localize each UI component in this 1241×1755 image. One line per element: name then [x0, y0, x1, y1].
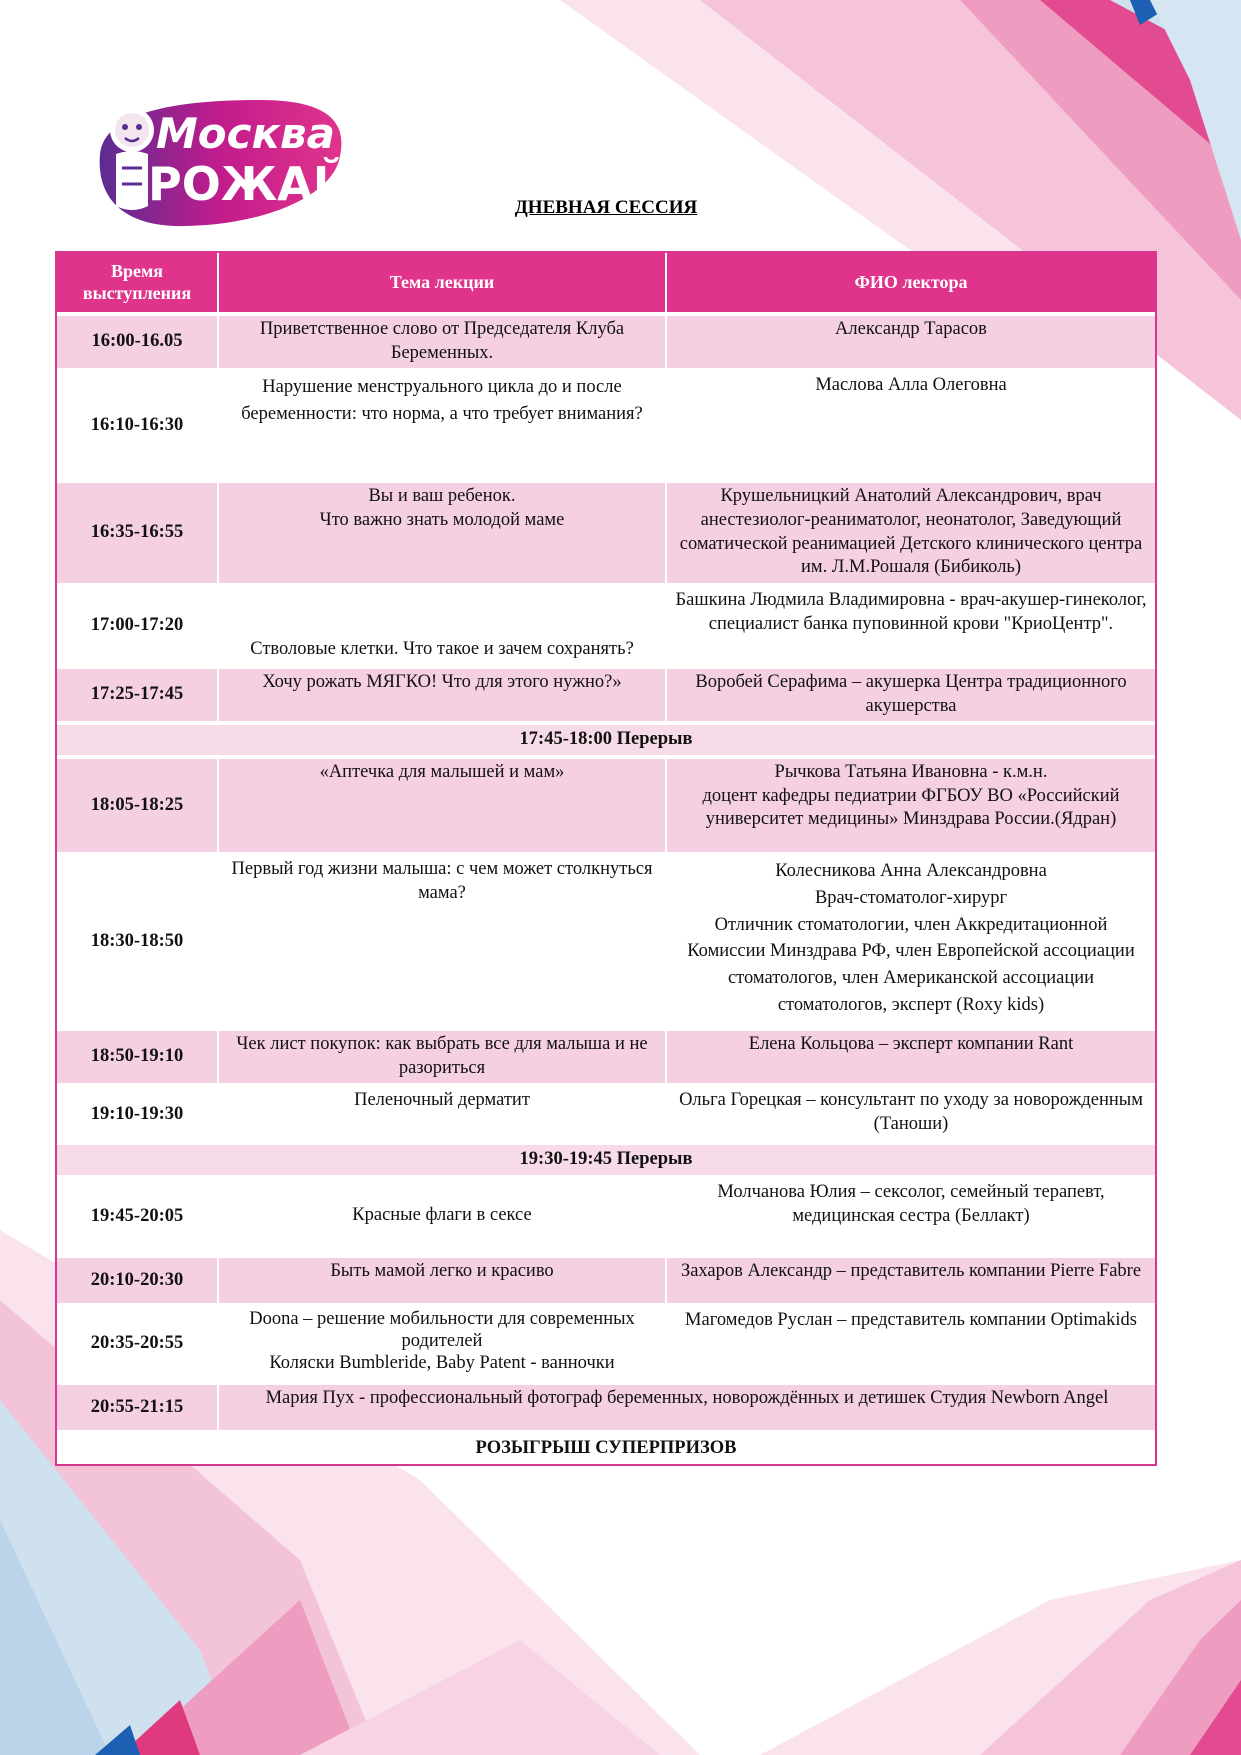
row-speaker: Магомедов Руслан – представитель компании Optimakids: [666, 1305, 1155, 1383]
row-time: 20:10-20:30: [57, 1256, 218, 1305]
table-row: [57, 757, 1155, 854]
row-topic: Хочу рожать МЯГКО! Что для этого нужно?»: [218, 667, 666, 723]
row-time: 17:00-17:20: [57, 585, 218, 667]
row-time: 17:25-17:45: [57, 667, 218, 723]
row-topic: Doona – решение мобильности для современных родителей Коляски Bumbleride, Baby Patent - ванночки: [218, 1305, 666, 1383]
break-row: [57, 723, 1155, 757]
row-time: 16:00-16.05: [57, 314, 218, 370]
row-time: 16:10-16:30: [57, 370, 218, 481]
table-row: [57, 854, 1155, 1029]
row-speaker: Елена Кольцова – эксперт компании Rant: [666, 1029, 1155, 1085]
row-topic: Быть мамой легко и красиво: [218, 1256, 666, 1305]
row-topic: Пеленочный дерматит: [218, 1085, 666, 1143]
row-speaker: Захаров Александр – представитель компании Pierre Fabre: [666, 1256, 1155, 1305]
table-header-row: [57, 253, 1155, 314]
row-speaker: Крушельницкий Анатолий Александрович, врач анестезиолог-реаниматолог, неонатолог, Заведующий соматической реанимацией Детского клинического центра им. Л.М.Рошаля (Бибиколь): [666, 481, 1155, 585]
finale-row: [57, 1432, 1155, 1464]
row-speaker: Рычкова Татьяна Ивановна - к.м.н. доцент кафедры педиатрии ФГБОУ ВО «Российский университет медицины» Минздрава России.(Ядран): [666, 757, 1155, 854]
row-speaker: Колесникова Анна Александровна Врач-стоматолог-хирург Отличник стоматологии, член Аккредитационной Комиссии Минздрава РФ, член Европейской ассоциации стоматологов, член Американской ассоциации стоматологов, эксперт (Roxy kids): [666, 854, 1155, 1029]
row-time: 18:05-18:25: [57, 757, 218, 854]
row-topic: Вы и ваш ребенок. Что важно знать молодой маме: [218, 481, 666, 585]
table-row: [57, 1305, 1155, 1383]
finale-label: РОЗЫГРЫШ СУПЕРПРИЗОВ: [57, 1432, 1155, 1464]
row-speaker: Маслова Алла Олеговна: [666, 370, 1155, 481]
table-row: [57, 1085, 1155, 1143]
svg-text:РОЖАЙ: РОЖАЙ: [148, 157, 352, 211]
row-topic: «Аптечка для малышей и мам»: [218, 757, 666, 854]
table-row: [57, 314, 1155, 370]
table-row: [57, 370, 1155, 481]
table-row: [57, 585, 1155, 667]
table-row: [57, 1029, 1155, 1085]
table-row: [57, 1177, 1155, 1256]
row-time: 19:10-19:30: [57, 1085, 218, 1143]
header-time: Время выступления: [57, 253, 218, 314]
row-time: 20:55-21:15: [57, 1383, 218, 1432]
row-speaker: Молчанова Юлия – сексолог, семейный терапевт, медицинская сестра (Беллакт): [666, 1177, 1155, 1256]
row-topic: Чек лист покупок: как выбрать все для малыша и не разориться: [218, 1029, 666, 1085]
row-time: 18:50-19:10: [57, 1029, 218, 1085]
row-speaker: Александр Тарасов: [666, 314, 1155, 370]
break-label: 19:30-19:45 Перерыв: [57, 1143, 1155, 1177]
row-time: 19:45-20:05: [57, 1177, 218, 1256]
table-row: [57, 1383, 1155, 1432]
row-topic: Приветственное слово от Председателя Клуба Беременных.: [218, 314, 666, 370]
schedule-table: [55, 251, 1157, 1466]
row-topic: Нарушение менструального цикла до и после беременности: что норма, а что требует внимания?: [218, 370, 666, 481]
break-label: 17:45-18:00 Перерыв: [57, 723, 1155, 757]
row-speaker: Башкина Людмила Владимировна - врач-акушер-гинеколог, специалист банка пуповинной крови "КриоЦентр".: [666, 585, 1155, 667]
svg-text:Москва: Москва: [156, 109, 335, 158]
row-merged-topic-speaker: Мария Пух - профессиональный фотограф беременных, новорождённых и детишек Студия Newborn Angel: [218, 1383, 1155, 1432]
row-speaker: Ольга Горецкая – консультант по уходу за новорожденным (Таноши): [666, 1085, 1155, 1143]
row-topic: Стволовые клетки. Что такое и зачем сохранять?: [218, 585, 666, 667]
row-time: 20:35-20:55: [57, 1305, 218, 1383]
table-row: [57, 481, 1155, 585]
break-row: [57, 1143, 1155, 1177]
row-topic: Первый год жизни малыша: с чем может столкнуться мама?: [218, 854, 666, 1029]
table-row: [57, 667, 1155, 723]
session-title: ДНЕВНАЯ СЕССИЯ: [514, 197, 698, 218]
row-speaker: Воробей Серафима – акушерка Центра традиционного акушерства: [666, 667, 1155, 723]
row-topic: Красные флаги в сексе: [218, 1177, 666, 1256]
header-speaker: ФИО лектора: [666, 253, 1155, 314]
table-row: [57, 1256, 1155, 1305]
row-time: 16:35-16:55: [57, 481, 218, 585]
row-time: 18:30-18:50: [57, 854, 218, 1029]
header-topic: Тема лекции: [218, 253, 666, 314]
